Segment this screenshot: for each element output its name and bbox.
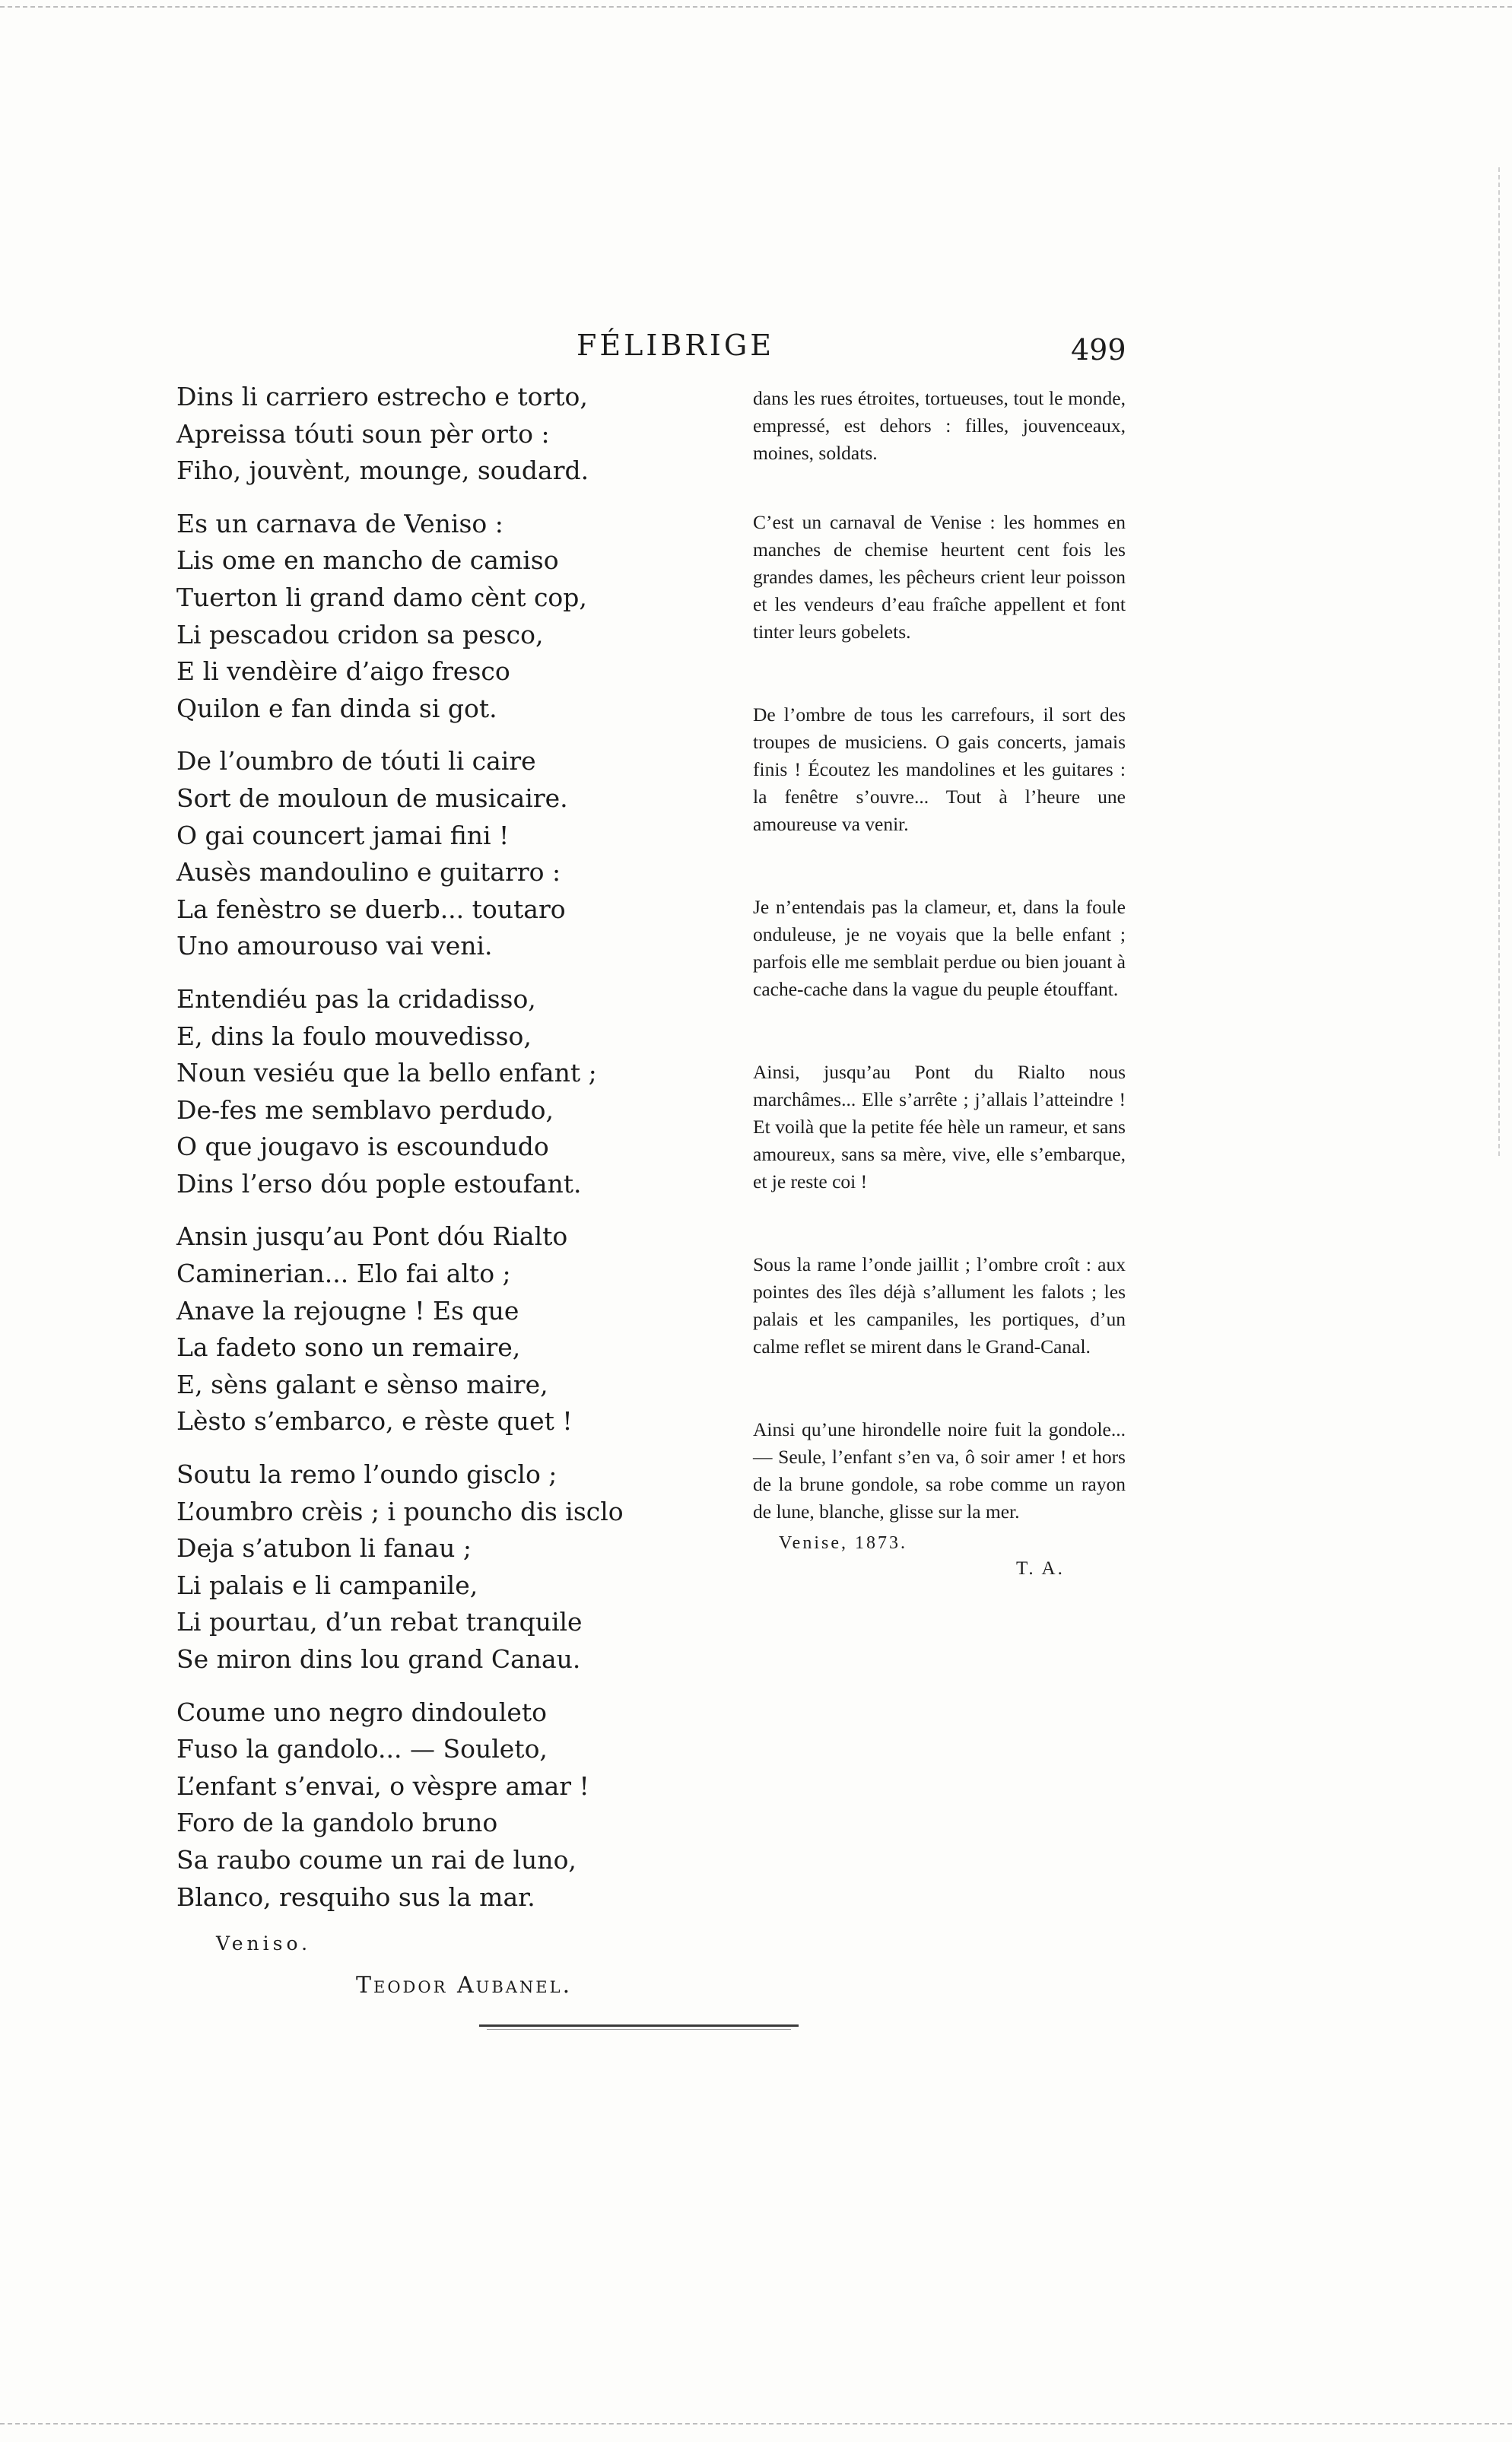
stanza bbox=[176, 506, 648, 728]
verse-line: O que jougavo is escoundudo bbox=[176, 1132, 549, 1162]
verse-line: Foro de la gandolo bruno bbox=[176, 1808, 498, 1838]
stanza bbox=[176, 1694, 648, 1916]
scan-margin-mark bbox=[1498, 167, 1500, 1156]
verse-line: Deja s’atubon li fanau ; bbox=[176, 1533, 472, 1564]
translation-paragraph: Sous la rame l’onde jaillit ; l’ombre croît : aux pointes des îles déjà s’allument les falots ; les palais et les campaniles, les portiques, d’un calme reflet se mirent dans le Grand-Canal. bbox=[753, 1253, 1126, 1358]
translation-paragraph: De l’ombre de tous les carrefours, il sort des troupes de musiciens. O gais concerts, jamais finis ! Écoutez les mandolines et les guitares : la fenêtre s’ouvre... Tout à l’heure une amoureuse va venir. bbox=[753, 703, 1126, 835]
scan-top-edge bbox=[0, 6, 1512, 8]
verse-line: Entendiéu pas la cridadisso, bbox=[176, 983, 536, 1014]
verse-line: De-fes me semblavo perdudo, bbox=[176, 1094, 554, 1125]
running-header bbox=[0, 329, 1512, 374]
verse-line: Tuerton li grand damo cènt cop, bbox=[176, 582, 587, 612]
poem-author: Teodor Aubanel. bbox=[356, 1971, 573, 1999]
verse-line: La fadeto sono un remaire, bbox=[176, 1332, 521, 1363]
verse-line: Ausès mandoulino e guitarro : bbox=[176, 857, 561, 888]
verse-line: Li pourtau, d’un rebat tranquile bbox=[176, 1607, 583, 1637]
translation-paragraph: dans les rues étroites, tortueuses, tout le monde, empressé, est dehors : filles, jouvenceaux, moines, soldats. bbox=[753, 387, 1126, 464]
end-rule-underline bbox=[487, 2029, 791, 2030]
stanza bbox=[176, 1456, 648, 1678]
verse-line: Sort de mouloun de musicaire. bbox=[176, 783, 568, 813]
verse-line: Ansin jusqu’au Pont dóu Rialto bbox=[176, 1221, 568, 1252]
verse-line: L’enfant s’envai, o vèspre amar ! bbox=[176, 1770, 589, 1801]
stanza bbox=[176, 1218, 648, 1440]
verse-line: Fiho, jouvènt, mounge, soudard. bbox=[176, 456, 589, 486]
verse-line: E, sèns galant e sènso maire, bbox=[176, 1369, 548, 1399]
translation-place-date: Venise, 1873. bbox=[779, 1533, 907, 1553]
verse-line: E, dins la foulo mouvedisso, bbox=[176, 1021, 532, 1051]
verse-line: E li vendèire d’aigo fresco bbox=[176, 656, 510, 687]
translation-column bbox=[753, 385, 1126, 1583]
translation-paragraph: Ainsi, jusqu’au Pont du Rialto nous marchâmes... Elle s’arrête ; j’allais l’atteindre ! Et voilà que la petite fée hèle un rameur, et sans amoureux, sans sa mère, vive, elle s’embarque, et je reste coi ! bbox=[753, 1061, 1126, 1192]
stanza bbox=[176, 981, 648, 1203]
verse-line: Uno amourouso vai veni. bbox=[176, 931, 493, 961]
translation-paragraph: Ainsi qu’une hirondelle noire fuit la gondole... — Seule, l’enfant s’en va, ô soir amer ! et hors de la brune gondole, sa robe comme un rayon de lune, blanche, glisse sur la mer. bbox=[753, 1418, 1126, 1523]
verse-line: O gai councert jamai fini ! bbox=[176, 820, 510, 850]
verse-line: Blanco, resquiho sus la mar. bbox=[176, 1882, 535, 1912]
verse-line: Es un carnava de Veniso : bbox=[176, 508, 503, 538]
page-title: FÉLIBRIGE bbox=[577, 329, 774, 362]
verse-line: La fenèstro se duerb... toutaro bbox=[176, 894, 566, 924]
verse-line: Soutu la remo l’oundo gisclo ; bbox=[176, 1459, 557, 1490]
translator-initials: T. A. bbox=[1016, 1558, 1065, 1579]
scan-bottom-edge bbox=[0, 2423, 1512, 2425]
poem-place: Veniso. bbox=[216, 1932, 312, 1955]
end-rule bbox=[479, 2024, 799, 2027]
verse-line: Lèsto s’embarco, e rèste quet ! bbox=[176, 1406, 573, 1437]
verse-line: Dins l’erso dóu pople estoufant. bbox=[176, 1168, 582, 1199]
verse-line: Sa raubo coume un rai de luno, bbox=[176, 1844, 577, 1875]
verse-line: De l’oumbro de tóuti li caire bbox=[176, 746, 536, 776]
verse-line: Apreissa tóuti soun pèr orto : bbox=[176, 418, 550, 449]
verse-line: Dins li carriero estrecho e torto, bbox=[176, 382, 588, 411]
verse-line: Noun vesiéu que la bello enfant ; bbox=[176, 1058, 597, 1088]
verse-line: Fuso la gandolo... — Souleto, bbox=[176, 1734, 548, 1764]
translation-paragraph: Je n’entendais pas la clameur, et, dans la foule onduleuse, je ne voyais que la belle enfant ; parfois elle me semblait perdue ou bien jouant à cache-cache dans la vague du peuple étouffant. bbox=[753, 896, 1126, 1000]
poem-column bbox=[176, 379, 648, 2004]
translation-paragraph: C’est un carnaval de Venise : les hommes en manches de chemise heurtent cent fois les grandes dames, les pêcheurs crient leur poisson et les vendeurs d’eau fraîche appellent et font tinter leurs gobelets. bbox=[753, 511, 1126, 643]
verse-line: Lis ome en mancho de camiso bbox=[176, 545, 559, 576]
verse-line: L’oumbro crèis ; i pouncho dis isclo bbox=[176, 1496, 624, 1526]
stanza bbox=[176, 379, 648, 490]
verse-line: Caminerian... Elo fai alto ; bbox=[176, 1259, 511, 1289]
verse-line: Li palais e li campanile, bbox=[176, 1570, 478, 1600]
verse-line: Se miron dins lou grand Canau. bbox=[176, 1644, 581, 1674]
page-number: 499 bbox=[1071, 333, 1126, 367]
verse-line: Coume uno negro dindouleto bbox=[176, 1697, 547, 1727]
stanza bbox=[176, 743, 648, 965]
verse-line: Quilon e fan dinda si got. bbox=[176, 693, 497, 723]
verse-line: Li pescadou cridon sa pesco, bbox=[176, 619, 544, 649]
verse-line: Anave la rejougne ! Es que bbox=[176, 1295, 519, 1326]
